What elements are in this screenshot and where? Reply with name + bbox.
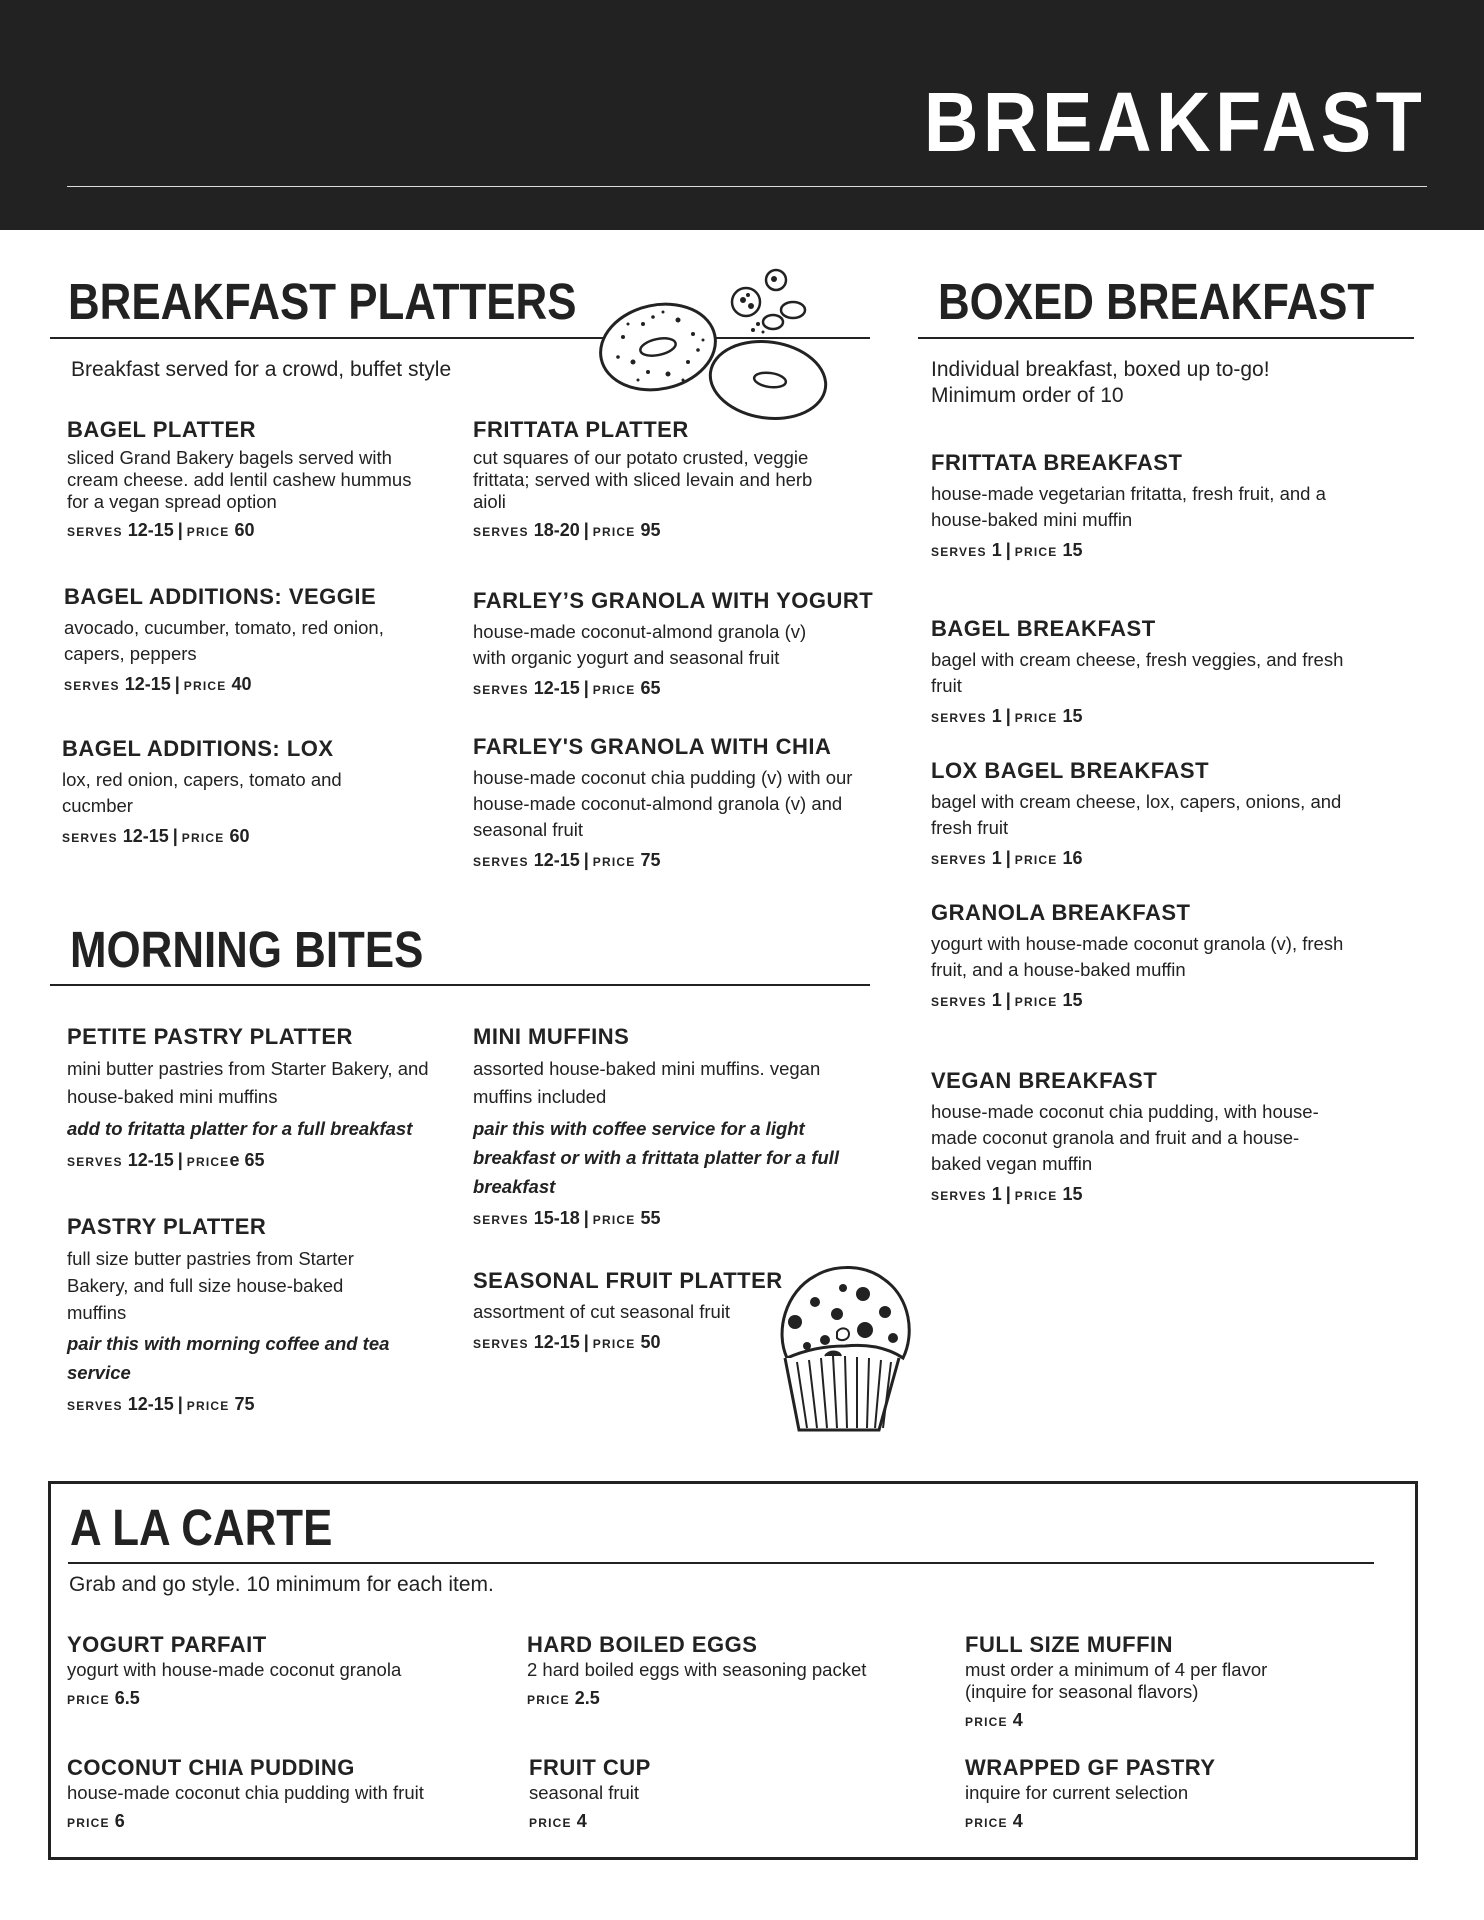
item-meta: PRICE 2.5 bbox=[527, 1688, 600, 1708]
item-description: house-made vegetarian fritatta, fresh fruit, and a house-baked mini muffin bbox=[931, 483, 1326, 530]
item-description: house-made coconut-almond granola (v) with organic yogurt and seasonal fruit bbox=[473, 621, 807, 668]
item-description: avocado, cucumber, tomato, red onion, capers, peppers bbox=[64, 617, 384, 664]
platters-subtitle: Breakfast served for a crowd, buffet style bbox=[71, 358, 452, 381]
item-name: PETITE PASTRY PLATTER bbox=[67, 1024, 353, 1049]
item-meta: SERVES 12-15 | PRICE 60 bbox=[67, 520, 255, 540]
item-meta: SERVES 12-15 | PRICE 50 bbox=[473, 1332, 661, 1352]
muffin-illustration bbox=[775, 1262, 915, 1434]
item-name: FRITTATA PLATTER bbox=[473, 417, 689, 442]
item-name: FARLEY’S GRANOLA WITH YOGURT bbox=[473, 588, 874, 613]
bites-title: MORNING BITES bbox=[70, 921, 424, 978]
item-description: 2 hard boiled eggs with seasoning packet bbox=[527, 1659, 867, 1680]
menu-item bbox=[931, 758, 1361, 872]
item-name: SEASONAL FRUIT PLATTER bbox=[473, 1268, 783, 1293]
item-meta: SERVES 1 | PRICE 15 bbox=[931, 706, 1083, 726]
item-description: house-made coconut chia pudding with fruit bbox=[67, 1782, 424, 1803]
item-name: WRAPPED GF PASTRY bbox=[965, 1755, 1216, 1780]
item-meta: SERVES 18-20 | PRICE 95 bbox=[473, 520, 661, 540]
menu-item bbox=[473, 1024, 843, 1232]
item-meta: SERVES 15-18 | PRICE 55 bbox=[473, 1208, 661, 1228]
menu-item bbox=[473, 417, 843, 544]
menu-item bbox=[473, 1268, 803, 1356]
item-meta: SERVES 12-15 | PRICE 65 bbox=[473, 678, 661, 698]
menu-item bbox=[931, 616, 1351, 730]
item-name: FRUIT CUP bbox=[529, 1755, 651, 1780]
item-name: BAGEL ADDITIONS: VEGGIE bbox=[64, 584, 377, 609]
boxed-title: BOXED BREAKFAST bbox=[938, 273, 1375, 330]
menu-item bbox=[67, 1024, 447, 1174]
menu-item bbox=[473, 588, 874, 702]
page-title: BREAKFAST bbox=[923, 75, 1426, 169]
item-description: yogurt with house-made coconut granola (v), fresh fruit, and a house-baked muffin bbox=[931, 933, 1344, 980]
menu-item bbox=[529, 1755, 929, 1835]
item-description: must order a minimum of 4 per flavor (inquire for seasonal flavors) bbox=[965, 1659, 1268, 1702]
item-name: YOGURT PARFAIT bbox=[67, 1632, 267, 1657]
item-meta: SERVES 12-15 | PRICEe 65 bbox=[67, 1150, 265, 1170]
carte-title: A LA CARTE bbox=[70, 1499, 333, 1556]
item-name: LOX BAGEL BREAKFAST bbox=[931, 758, 1210, 783]
menu-item bbox=[965, 1755, 1365, 1835]
bites-divider bbox=[50, 984, 870, 986]
item-name: COCONUT CHIA PUDDING bbox=[67, 1755, 355, 1780]
item-note: add to fritatta platter for a full breakfast bbox=[67, 1118, 413, 1139]
menu-item bbox=[931, 450, 1351, 564]
item-name: BAGEL PLATTER bbox=[67, 417, 257, 442]
item-meta: SERVES 1 | PRICE 15 bbox=[931, 540, 1083, 560]
item-description: assortment of cut seasonal fruit bbox=[473, 1301, 731, 1322]
item-meta: SERVES 12-15 | PRICE 75 bbox=[473, 850, 661, 870]
item-description: cut squares of our potato crusted, veggie frittata; served with sliced levain and herb aioli bbox=[473, 447, 813, 512]
item-meta: PRICE 4 bbox=[529, 1811, 587, 1831]
bagel-illustration bbox=[598, 262, 838, 432]
item-meta: SERVES 12-15 | PRICE 40 bbox=[64, 674, 252, 694]
item-description: yogurt with house-made coconut granola bbox=[67, 1659, 402, 1680]
menu-item bbox=[527, 1632, 947, 1712]
item-name: HARD BOILED EGGS bbox=[527, 1632, 758, 1657]
item-name: FULL SIZE MUFFIN bbox=[965, 1632, 1174, 1657]
item-meta: SERVES 1 | PRICE 16 bbox=[931, 848, 1083, 868]
item-meta: PRICE 4 bbox=[965, 1811, 1023, 1831]
item-description: seasonal fruit bbox=[529, 1782, 640, 1803]
platters-title: BREAKFAST PLATTERS bbox=[68, 273, 577, 330]
menu-item bbox=[67, 1755, 517, 1835]
item-description: lox, red onion, capers, tomato and cucmber bbox=[62, 769, 342, 816]
item-meta: PRICE 4 bbox=[965, 1710, 1023, 1730]
menu-item bbox=[931, 900, 1351, 1014]
item-meta: SERVES 12-15 | PRICE 75 bbox=[67, 1394, 255, 1414]
menu-item bbox=[473, 734, 873, 874]
item-name: FRITTATA BREAKFAST bbox=[931, 450, 1183, 475]
item-description: house-made coconut chia pudding (v) with our house-made coconut-almond granola (v) and seasonal fruit bbox=[473, 767, 853, 840]
menu-item bbox=[965, 1632, 1325, 1734]
item-meta: SERVES 1 | PRICE 15 bbox=[931, 1184, 1083, 1204]
item-note: pair this with morning coffee and tea service bbox=[67, 1333, 390, 1383]
item-name: VEGAN BREAKFAST bbox=[931, 1068, 1158, 1093]
item-meta: PRICE 6 bbox=[67, 1811, 125, 1831]
item-note: pair this with coffee service for a light breakfast or with a frittata platter for a full breakfast bbox=[473, 1118, 839, 1197]
item-name: GRANOLA BREAKFAST bbox=[931, 900, 1191, 925]
boxed-subtitle: Individual breakfast, boxed up to-go! Minimum order of 10 bbox=[931, 358, 1270, 407]
item-description: mini butter pastries from Starter Bakery, and house-baked mini muffins bbox=[67, 1058, 429, 1107]
item-name: FARLEY'S GRANOLA WITH CHIA bbox=[473, 734, 832, 759]
menu-item bbox=[64, 584, 424, 698]
item-name: MINI MUFFINS bbox=[473, 1024, 630, 1049]
carte-divider bbox=[68, 1562, 1374, 1564]
item-description: bagel with cream cheese, fresh veggies, and fresh fruit bbox=[931, 649, 1344, 696]
item-meta: PRICE 6.5 bbox=[67, 1688, 140, 1708]
item-description: sliced Grand Bakery bagels served with cream cheese. add lentil cashew hummus for a vegan spread option bbox=[67, 447, 412, 512]
item-name: PASTRY PLATTER bbox=[67, 1214, 267, 1239]
item-name: BAGEL BREAKFAST bbox=[931, 616, 1156, 641]
menu-item bbox=[67, 1632, 487, 1712]
item-meta: SERVES 12-15 | PRICE 60 bbox=[62, 826, 250, 846]
menu-item bbox=[67, 417, 417, 544]
item-description: house-made coconut chia pudding, with house-made coconut granola and fruit and a house-baked vegan muffin bbox=[931, 1101, 1319, 1174]
item-description: inquire for current selection bbox=[965, 1782, 1189, 1803]
menu-item bbox=[931, 1068, 1331, 1208]
title-divider bbox=[67, 186, 1427, 187]
item-meta: SERVES 1 | PRICE 15 bbox=[931, 990, 1083, 1010]
item-name: BAGEL ADDITIONS: LOX bbox=[62, 736, 334, 761]
item-description: bagel with cream cheese, lox, capers, onions, and fresh fruit bbox=[931, 791, 1342, 838]
item-description: assorted house-baked mini muffins. vegan muffins included bbox=[473, 1058, 821, 1107]
item-description: full size butter pastries from Starter Bakery, and full size house-baked muffins bbox=[67, 1248, 354, 1323]
menu-item bbox=[67, 1214, 397, 1418]
boxed-divider bbox=[918, 337, 1414, 339]
menu-item bbox=[62, 736, 362, 850]
carte-subtitle: Grab and go style. 10 minimum for each item. bbox=[69, 1573, 494, 1596]
